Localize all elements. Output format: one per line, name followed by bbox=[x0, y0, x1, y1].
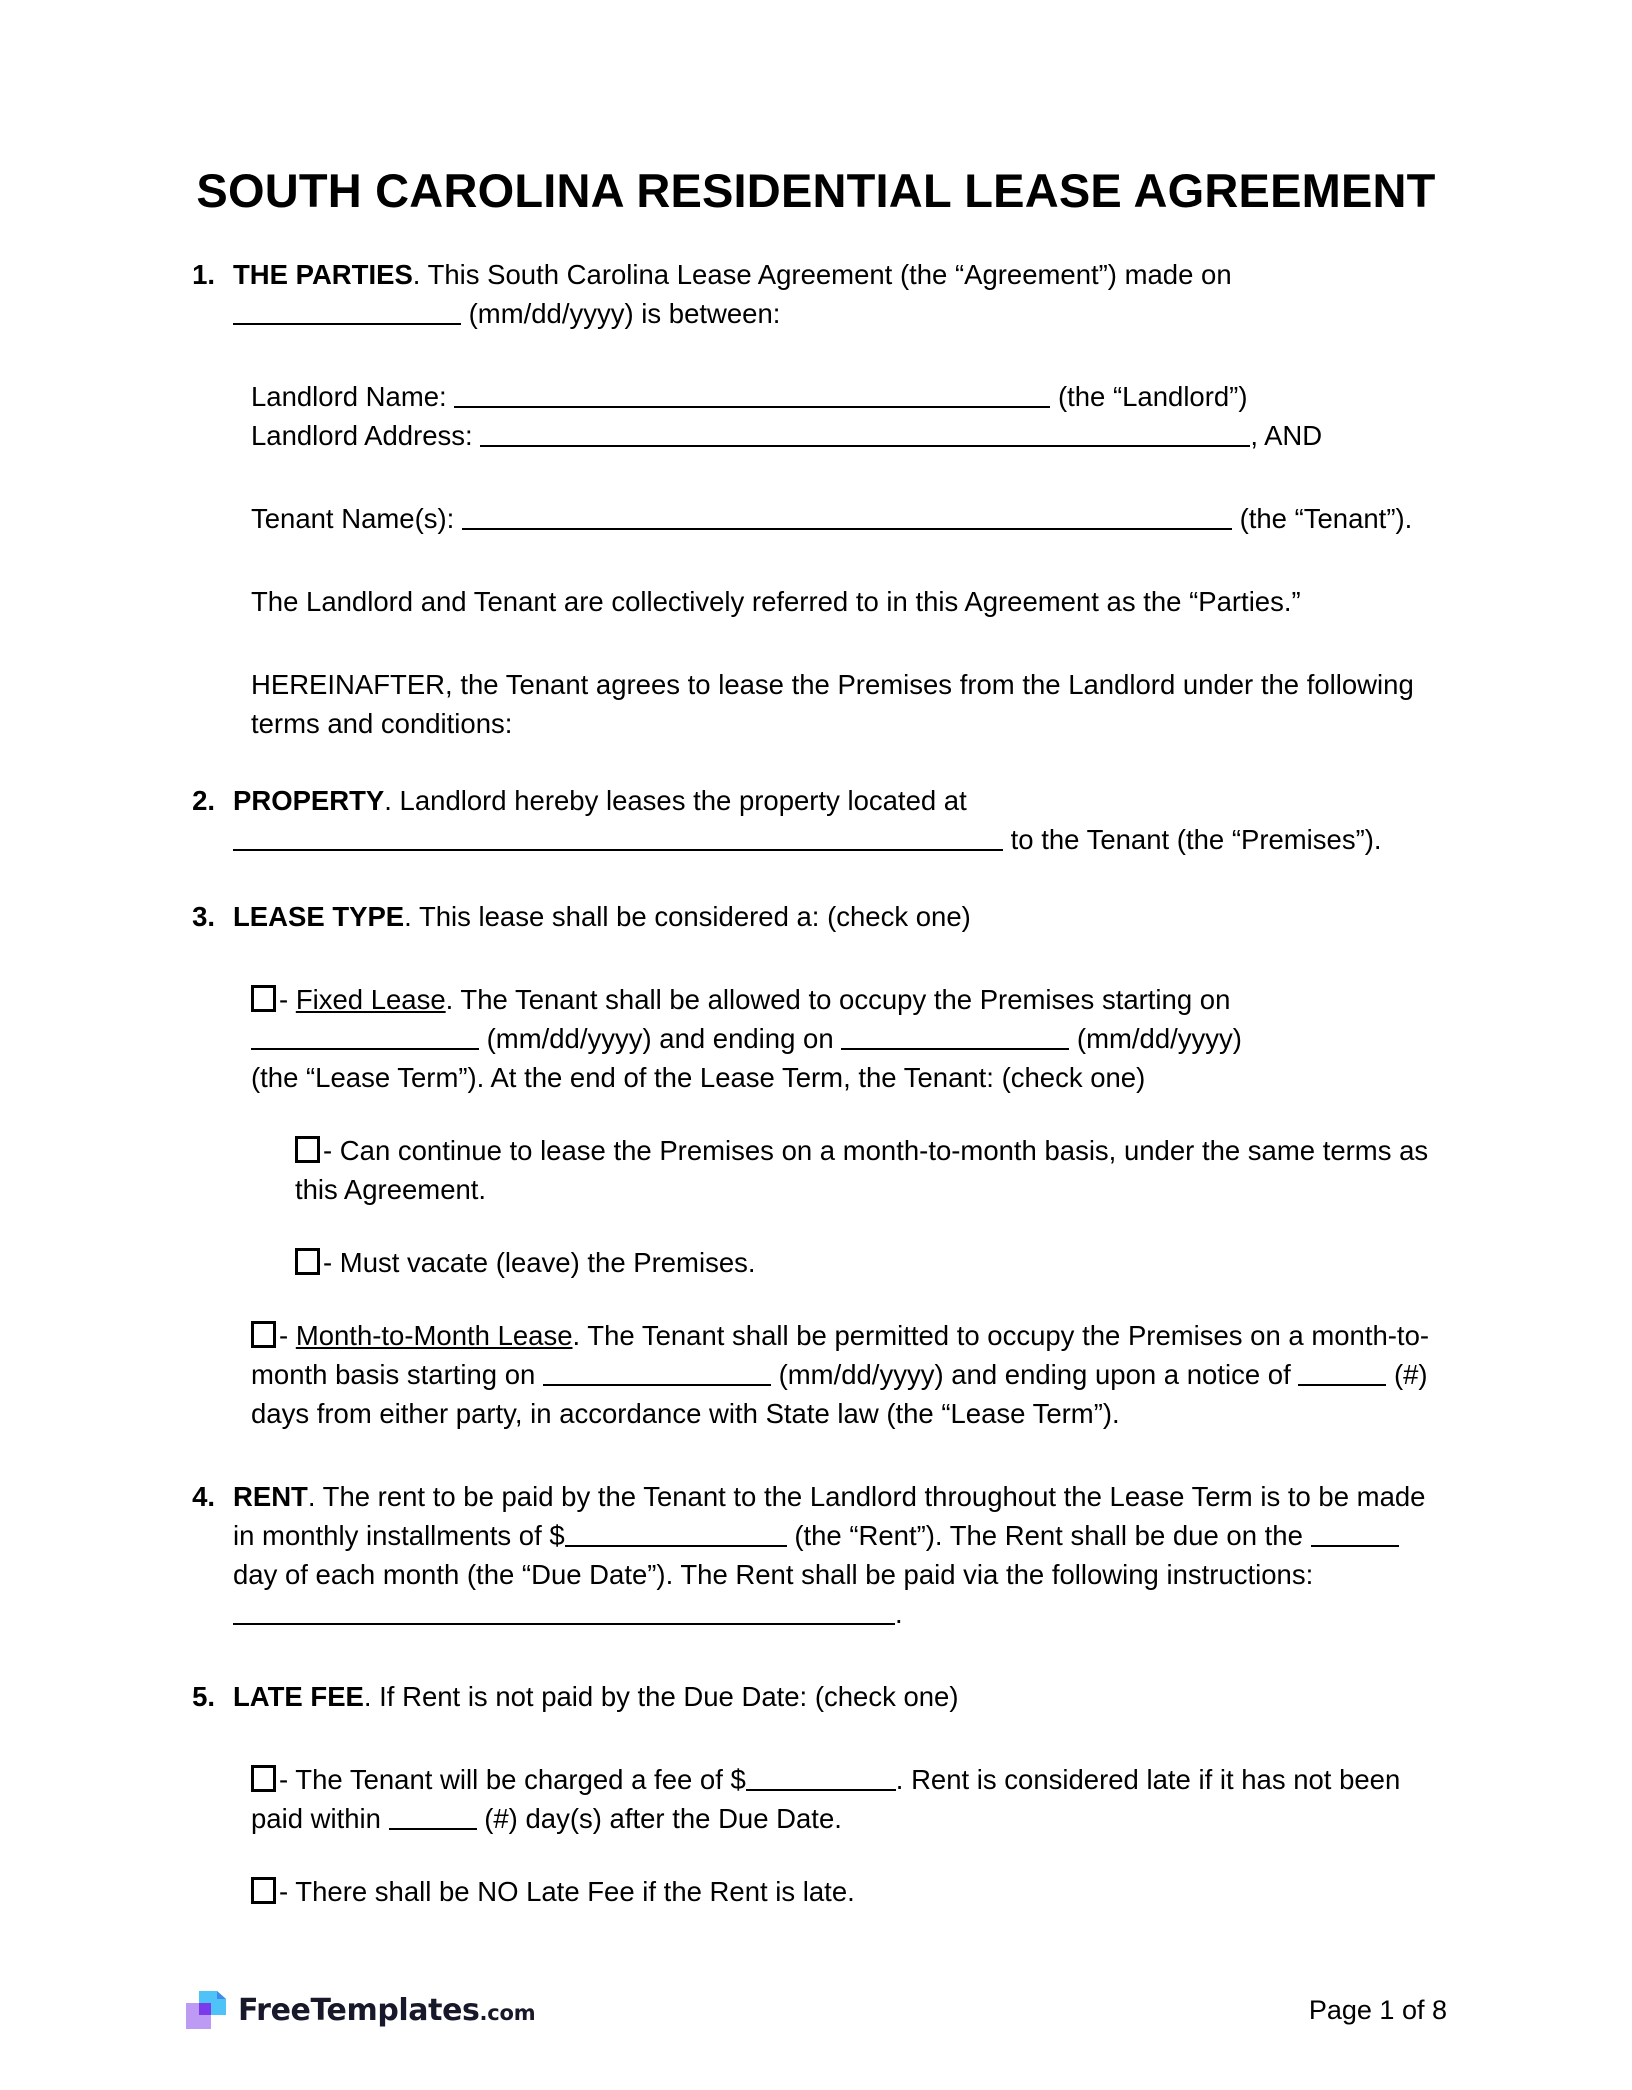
section-number-4: 4. bbox=[192, 1480, 215, 1512]
section-number-5: 5. bbox=[192, 1680, 215, 1712]
logo-name: FreeTemplates bbox=[238, 1992, 480, 2028]
section-body-4 bbox=[233, 1477, 1447, 1633]
landlord-address-row bbox=[251, 416, 1447, 455]
checkbox-no-late-fee[interactable] bbox=[251, 1877, 276, 1904]
section-late-fee bbox=[185, 1677, 1447, 1716]
fixed-lease-end-blank[interactable] bbox=[841, 1026, 1069, 1050]
checkbox-fixed-lease[interactable] bbox=[251, 985, 276, 1012]
section-the-parties bbox=[185, 255, 1447, 333]
rent-text-b: (the “Rent”). The Rent shall be due on the bbox=[794, 1519, 1303, 1551]
tenant-name-blank[interactable] bbox=[462, 506, 1232, 530]
landlord-name-blank[interactable] bbox=[454, 384, 1050, 408]
mtm-text-a: . The Tenant shall be permitted to occupy the Premises on a month-to-month basis starting on bbox=[251, 1319, 1430, 1390]
section-rent bbox=[185, 1477, 1447, 1633]
landlord-address-blank[interactable] bbox=[480, 423, 1250, 447]
fixed-lease-label: Fixed Lease bbox=[295, 983, 446, 1015]
late-fee-opt1-text-a: - The Tenant will be charged a fee of $ bbox=[279, 1763, 746, 1795]
lease-type-text: . This lease shall be considered a: (check one) bbox=[404, 900, 971, 932]
page-footer bbox=[185, 1982, 1447, 2038]
rent-text-a: . The rent to be paid by the Tenant to the Landlord throughout the Lease Term is to be made in monthly installments of $ bbox=[233, 1480, 1426, 1551]
sub-option-1-text: - Can continue to lease the Premises on a month-to-month basis, under the same terms as this Agreement. bbox=[295, 1134, 1429, 1205]
section-heading-rent: RENT bbox=[233, 1480, 308, 1512]
fixed-lease-text-c: (mm/dd/yyyy) bbox=[1076, 1022, 1242, 1054]
sub-option-2-text: - Must vacate (leave) the Premises. bbox=[323, 1246, 756, 1278]
freetemplates-logo[interactable] bbox=[185, 1989, 535, 2031]
property-address-blank[interactable] bbox=[233, 827, 1003, 851]
tenant-name-suffix: (the “Tenant”). bbox=[1239, 502, 1413, 534]
landlord-name-label: Landlord Name: bbox=[251, 380, 447, 412]
landlord-address-label: Landlord Address: bbox=[251, 419, 473, 451]
logo-wordmark bbox=[238, 1993, 535, 2028]
checkbox-must-vacate[interactable] bbox=[295, 1248, 320, 1275]
parties-intro-a: . This South Carolina Lease Agreement (the “Agreement”) made on bbox=[412, 258, 1232, 290]
mtm-notice-days-blank[interactable] bbox=[1298, 1362, 1386, 1386]
late-fee-text: . If Rent is not paid by the Due Date: (check one) bbox=[363, 1680, 959, 1712]
checkbox-continue-month-to-month[interactable] bbox=[295, 1136, 320, 1163]
option-late-fee-charged bbox=[251, 1760, 1447, 1838]
freetemplates-logo-icon bbox=[185, 1989, 227, 2031]
option-must-vacate bbox=[295, 1243, 1447, 1282]
mtm-label: Month-to-Month Lease bbox=[295, 1319, 573, 1351]
landlord-name-row bbox=[251, 377, 1447, 416]
mtm-text-b: (mm/dd/yyyy) and ending upon a notice of bbox=[778, 1358, 1291, 1390]
checkbox-month-to-month-lease[interactable] bbox=[251, 1321, 276, 1348]
section-body-5 bbox=[233, 1677, 1447, 1716]
option-continue-month-to-month bbox=[295, 1131, 1447, 1209]
document-content bbox=[185, 0, 1447, 1911]
option-fixed-lease bbox=[251, 980, 1447, 1097]
section-property bbox=[185, 781, 1447, 859]
parties-hereinafter-text: HEREINAFTER, the Tenant agrees to lease the Premises from the Landlord under the following terms and conditions: bbox=[251, 668, 1414, 739]
section-body-3 bbox=[233, 897, 1447, 936]
landlord-name-suffix: (the “Landlord”) bbox=[1057, 380, 1248, 412]
section-number-1: 1. bbox=[192, 258, 215, 290]
mtm-text-c: (#) days from either party, in accordance with State law (the “Lease Term”). bbox=[251, 1358, 1428, 1429]
section-body-1 bbox=[233, 255, 1447, 333]
parties-intro-b: (mm/dd/yyyy) is between: bbox=[468, 297, 781, 329]
fixed-lease-start-blank[interactable] bbox=[251, 1026, 479, 1050]
section-number-3: 3. bbox=[192, 900, 215, 932]
fixed-lease-text-a: . The Tenant shall be allowed to occupy the Premises starting on bbox=[445, 983, 1231, 1015]
fixed-lease-text-d: (the “Lease Term”). At the end of the Lease Term, the Tenant: (check one) bbox=[251, 1061, 1146, 1093]
rent-instructions-blank[interactable] bbox=[233, 1601, 895, 1625]
checkbox-late-fee-charged[interactable] bbox=[251, 1765, 276, 1792]
late-fee-amount-blank[interactable] bbox=[746, 1767, 896, 1791]
landlord-address-suffix: , AND bbox=[1250, 419, 1323, 451]
page-number: Page 1 of 8 bbox=[1308, 1994, 1447, 2025]
late-fee-opt1-text-c: (#) day(s) after the Due Date. bbox=[484, 1802, 842, 1834]
section-lease-type bbox=[185, 897, 1447, 936]
section-heading-property: PROPERTY bbox=[233, 784, 385, 816]
rent-due-day-blank[interactable] bbox=[1311, 1523, 1399, 1547]
fixed-lease-text-b: (mm/dd/yyyy) and ending on bbox=[486, 1022, 834, 1054]
option-no-late-fee bbox=[251, 1872, 1447, 1911]
option-month-to-month-lease bbox=[251, 1316, 1447, 1433]
rent-text-c: day of each month (the “Due Date”). The Rent shall be paid via the following instructions: bbox=[233, 1558, 1314, 1590]
mtm-dash: - bbox=[279, 1319, 296, 1351]
agreement-date-blank[interactable] bbox=[233, 301, 461, 325]
section-number-2: 2. bbox=[192, 784, 215, 816]
property-text-a: . Landlord hereby leases the property located at bbox=[384, 784, 967, 816]
property-text-b: to the Tenant (the “Premises”). bbox=[1010, 823, 1382, 855]
late-fee-opt2-text: - There shall be NO Late Fee if the Rent is late. bbox=[279, 1875, 855, 1907]
late-fee-grace-days-blank[interactable] bbox=[389, 1806, 477, 1830]
rent-amount-blank[interactable] bbox=[565, 1523, 787, 1547]
late-fee-opt1-text-b: . Rent is considered late if it has not been paid within bbox=[251, 1763, 1401, 1834]
tenant-name-label: Tenant Name(s): bbox=[251, 502, 455, 534]
section-body-2 bbox=[233, 781, 1447, 859]
logo-tld: .com bbox=[479, 2000, 536, 2025]
section-heading-late-fee: LATE FEE bbox=[233, 1680, 364, 1712]
tenant-name-row bbox=[251, 499, 1447, 538]
page-title: SOUTH CAROLINA RESIDENTIAL LEASE AGREEMENT bbox=[196, 164, 1436, 217]
section-heading-the-parties: THE PARTIES bbox=[233, 258, 413, 290]
parties-collectively-text: The Landlord and Tenant are collectively referred to in this Agreement as the “Parties.” bbox=[251, 585, 1301, 617]
section-heading-lease-type: LEASE TYPE bbox=[233, 900, 405, 932]
mtm-start-blank[interactable] bbox=[543, 1362, 771, 1386]
rent-text-d: . bbox=[895, 1597, 903, 1629]
fixed-lease-dash: - bbox=[279, 983, 296, 1015]
